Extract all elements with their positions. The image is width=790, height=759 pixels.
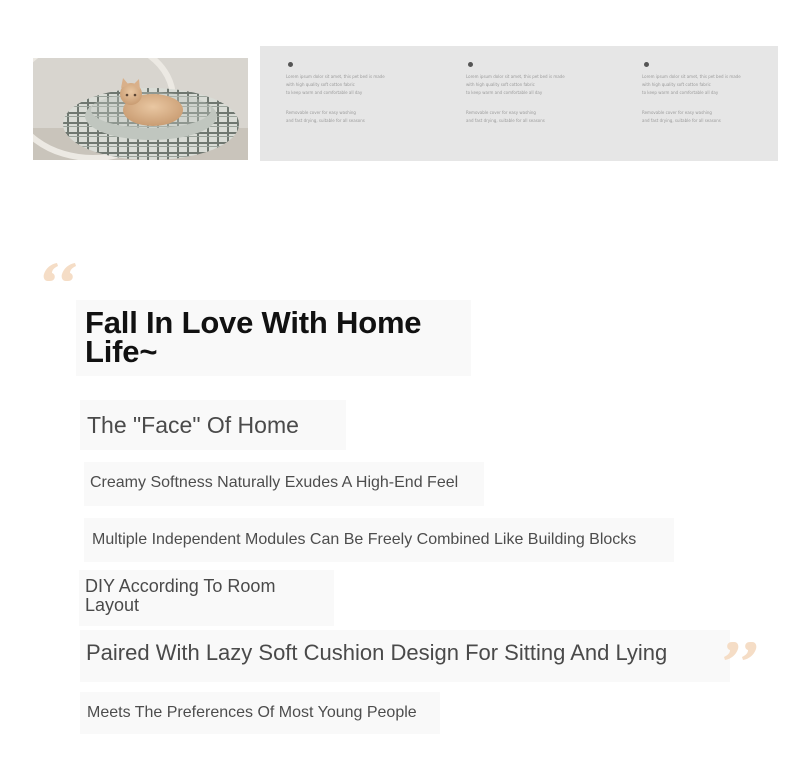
diy-line-2: Layout <box>85 595 140 615</box>
info-column-2 <box>466 62 596 125</box>
info-text-1a <box>286 73 416 97</box>
info-line: Lorem ipsum dolor sit amet, this pet bed is made <box>286 74 385 79</box>
info-text-3b <box>642 109 772 125</box>
info-line: Removable cover for easy washing <box>642 110 712 115</box>
close-quote-icon <box>724 640 762 664</box>
cat-bed-image <box>33 58 248 160</box>
info-line: and fast drying, suitable for all seasons <box>286 118 365 123</box>
feature-line-cushion: Paired With Lazy Soft Cushion Design For Sitting And Lying <box>80 630 730 682</box>
feature-line-softness: Creamy Softness Naturally Exudes A High-End Feel <box>84 462 484 506</box>
bullet-icon <box>288 62 293 67</box>
info-line: Removable cover for easy washing <box>286 110 356 115</box>
info-line: Lorem ipsum dolor sit amet, this pet bed is made <box>642 74 741 79</box>
info-column-1 <box>286 62 416 125</box>
bullet-icon <box>644 62 649 67</box>
feature-line-modules: Multiple Independent Modules Can Be Freely Combined Like Building Blocks <box>84 518 674 562</box>
bullet-icon <box>468 62 473 67</box>
info-line: to keep warm and comfortable all day <box>286 90 363 95</box>
info-column-3 <box>642 62 772 125</box>
page-title <box>76 300 471 376</box>
open-quote-icon <box>42 261 80 285</box>
info-line: and fast drying, suitable for all seasons <box>466 118 545 123</box>
product-photo <box>33 58 248 160</box>
info-line: to keep warm and comfortable all day <box>466 90 543 95</box>
info-line: Removable cover for easy washing <box>466 110 536 115</box>
info-text-3a <box>642 73 772 97</box>
info-line: with high quality soft cotton fabric <box>642 82 711 87</box>
feature-line-diy <box>79 570 334 626</box>
info-line: Lorem ipsum dolor sit amet, this pet bed is made <box>466 74 565 79</box>
info-text-2a <box>466 73 596 97</box>
title-line-1: Fall In Love With Home <box>85 305 422 340</box>
info-line: with high quality soft cotton fabric <box>466 82 535 87</box>
info-line: to keep warm and comfortable all day <box>642 90 719 95</box>
diy-line-1: DIY According To Room <box>85 576 276 596</box>
info-line: and fast drying, suitable for all seasons <box>642 118 721 123</box>
info-panel <box>260 46 778 161</box>
info-text-2b <box>466 109 596 125</box>
title-line-2: Life~ <box>85 334 158 369</box>
info-line: with high quality soft cotton fabric <box>286 82 355 87</box>
feature-line-preferences: Meets The Preferences Of Most Young People <box>80 692 440 734</box>
section-subtitle: The "Face" Of Home <box>80 400 346 450</box>
info-text-1b <box>286 109 416 125</box>
